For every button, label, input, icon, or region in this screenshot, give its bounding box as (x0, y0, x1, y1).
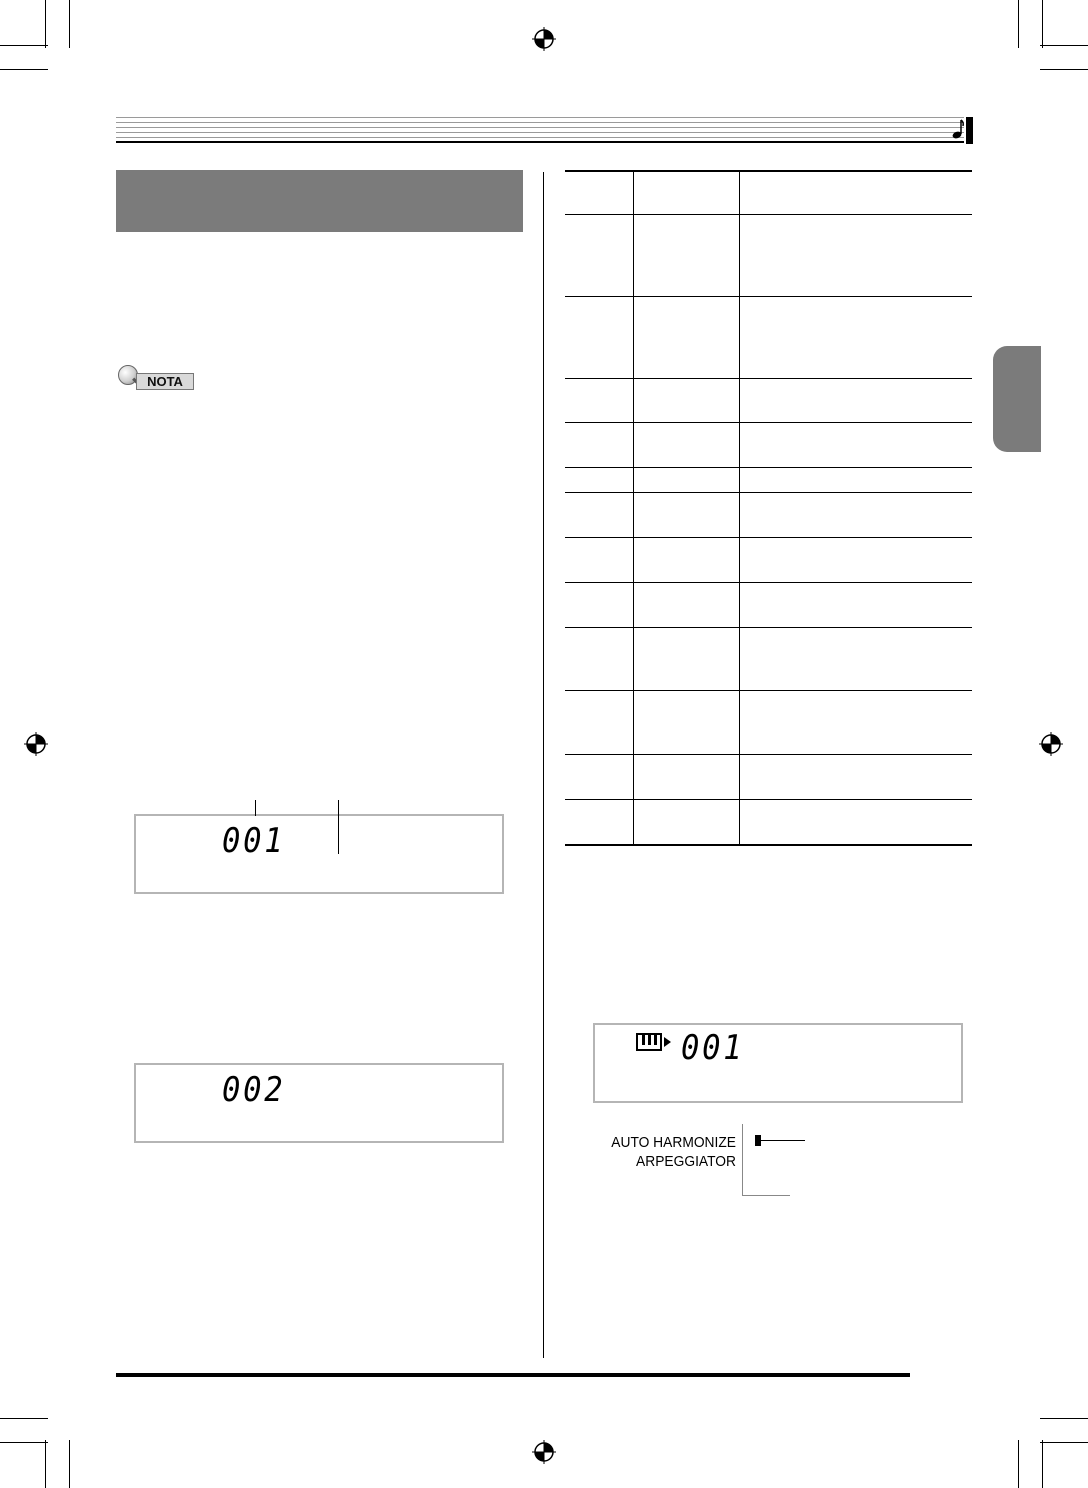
crop-mark (1040, 69, 1088, 70)
table-row (565, 297, 972, 379)
table-row (565, 583, 972, 628)
play-arrow-icon (664, 1037, 671, 1047)
table-row (565, 691, 972, 755)
page-header-staff (116, 117, 964, 143)
lcd-display-2 (134, 1063, 504, 1143)
indicator-pointer-line (761, 1140, 805, 1141)
indicator-divider (742, 1124, 743, 1196)
indicator-baseline (742, 1195, 790, 1196)
crop-mark (1018, 0, 1019, 48)
registration-mark-icon (1039, 732, 1063, 756)
table-header-row (565, 172, 972, 215)
crop-mark (45, 0, 46, 48)
table-column-divider (633, 170, 634, 844)
crop-mark (0, 45, 48, 46)
crop-mark (0, 1442, 48, 1443)
table-row (565, 423, 972, 468)
table-row (565, 800, 972, 844)
data-table (565, 170, 972, 846)
section-heading (116, 170, 523, 232)
table-column-divider (739, 170, 740, 844)
language-tab (993, 346, 1041, 452)
indicator-label-arpeggiator: ARPEGGIATOR (636, 1153, 736, 1170)
crop-mark (1040, 45, 1088, 46)
crop-mark (1040, 1418, 1088, 1419)
table-row (565, 214, 972, 297)
lcd-number: 001 (222, 821, 286, 861)
callout-line (338, 800, 339, 854)
note-label: NOTA (136, 373, 194, 390)
crop-mark (1040, 1442, 1088, 1443)
crop-mark (45, 1440, 46, 1488)
crop-mark (1042, 0, 1043, 48)
table-row (565, 755, 972, 800)
crop-mark (0, 69, 48, 70)
table-row (565, 628, 972, 691)
crop-mark (0, 1418, 48, 1419)
table-row (565, 379, 972, 423)
crop-mark (69, 0, 70, 48)
table-row (565, 493, 972, 538)
column-divider (543, 172, 544, 1358)
table-row (565, 468, 972, 493)
lcd-display-1 (134, 814, 504, 894)
crop-mark (1042, 1440, 1043, 1488)
lcd-number: 002 (222, 1070, 286, 1110)
music-note-icon (951, 118, 965, 140)
footer-rule (116, 1373, 910, 1377)
registration-mark-icon (24, 732, 48, 756)
registration-mark-icon (532, 1440, 556, 1464)
callout-line (255, 800, 256, 816)
registration-mark-icon (532, 27, 556, 51)
table-row (565, 538, 972, 583)
crop-mark (1018, 1440, 1019, 1488)
crop-mark (69, 1440, 70, 1488)
indicator-label-auto-harmonize: AUTO HARMONIZE (611, 1134, 736, 1151)
keyboard-icon (636, 1033, 662, 1051)
lcd-number: 001 (681, 1028, 745, 1068)
note-badge (118, 365, 196, 391)
header-end-bar (966, 117, 973, 144)
